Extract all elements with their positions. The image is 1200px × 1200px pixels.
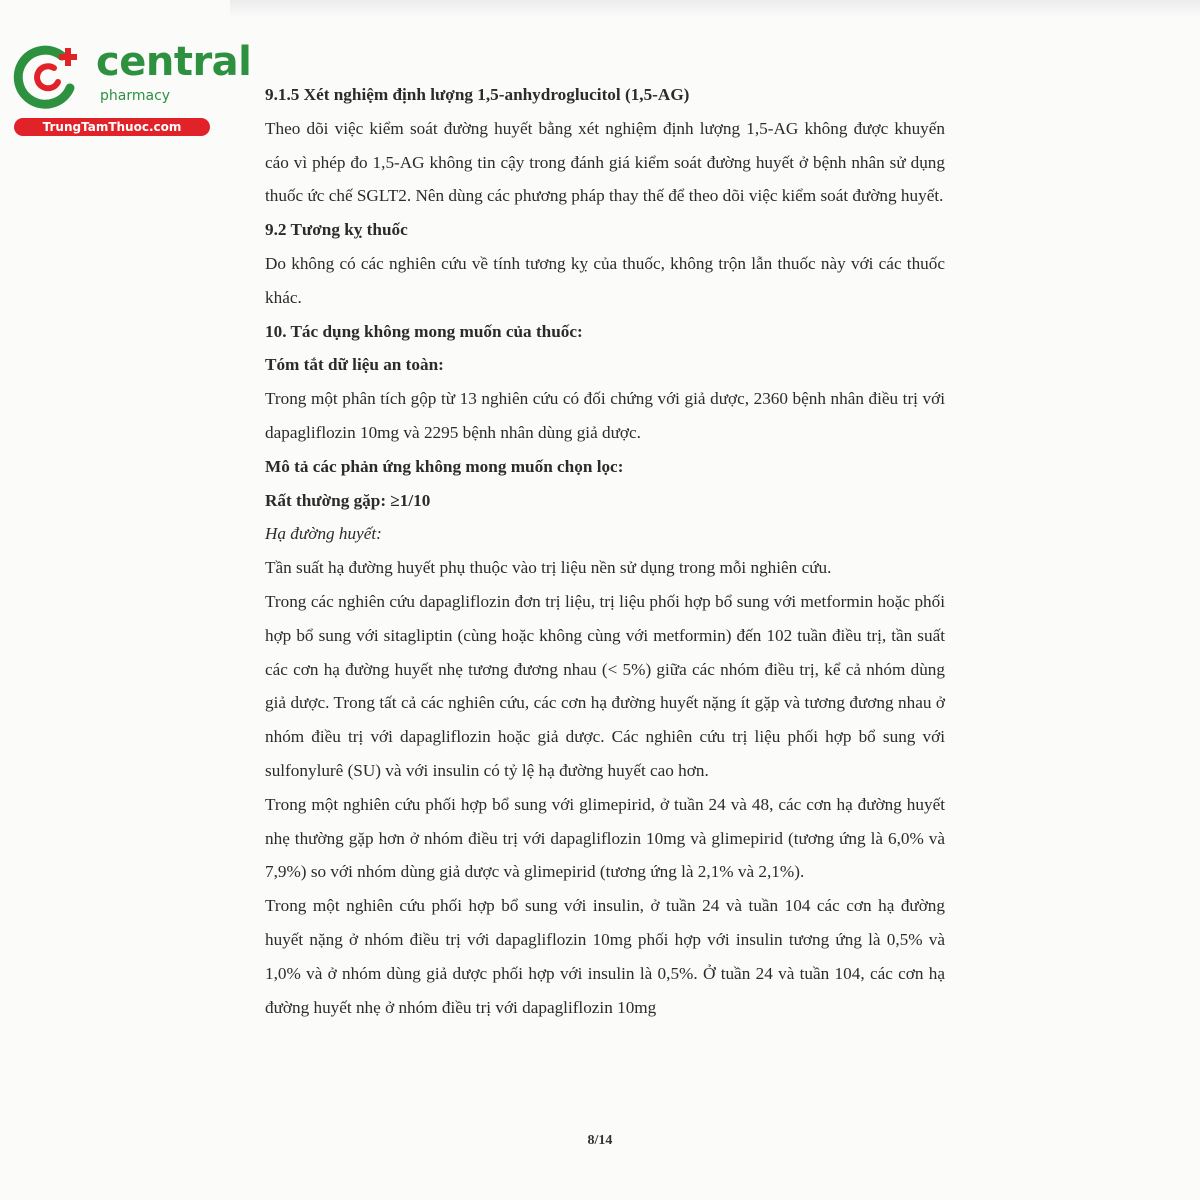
scan-edge (230, 0, 1200, 18)
section-10-title: 10. Tác dụng không mong muốn của thuốc: (265, 321, 583, 341)
central-pharmacy-logo (10, 36, 252, 136)
very-common-heading: Rất thường gặp: ≥1/10 (265, 490, 431, 510)
logo-name: central (96, 39, 252, 85)
section-9-1-5-body: Theo dõi việc kiểm soát đường huyết bằng xét nghiệm định lượng 1,5-AG không được khuyến cáo vì phép đo 1,5-AG không tin cậy trong đánh giá kiểm soát đường huyết ở bệnh nhân sử dụng thuốc ức chế SGLT2. Nên dùng các phương pháp thay thế để theo dõi việc kiểm soát đường huyết. (265, 118, 945, 206)
safety-summary-body: Trong một phân tích gộp từ 13 nghiên cứu có đối chứng với giả dược, 2360 bệnh nhân điều trị với dapagliflozin 10mg và 2295 bệnh nhân dùng giả dược. (265, 389, 945, 442)
paragraph-1: Tần suất hạ đường huyết phụ thuộc vào trị liệu nền sử dụng trong mỗi nghiên cứu. (265, 558, 832, 578)
logo-subtitle: pharmacy (100, 88, 171, 104)
logo-url-badge: TrungTamThuoc.com (14, 118, 210, 136)
hypoglycemia-subtitle: Hạ đường huyết: (265, 524, 382, 544)
adr-description-title: Mô tả các phản ứng không mong muốn chọn lọc: (265, 456, 624, 476)
document-body (265, 78, 945, 1024)
paragraph-3: Trong một nghiên cứu phối hợp bổ sung với glimepirid, ở tuần 24 và 48, các cơn hạ đường huyết nhẹ thường gặp hơn ở nhóm điều trị với dapagliflozin 10mg và glimepirid (tương ứng là 6,0% và 7,9%) so với nhóm dùng giả dược và glimepirid (tương ứng là 2,1% và 2,1%). (265, 794, 945, 882)
section-9-2-title: 9.2 Tương kỵ thuốc (265, 220, 408, 240)
paragraph-2: Trong các nghiên cứu dapagliflozin đơn trị liệu, trị liệu phối hợp bổ sung với metformin hoặc phối hợp bổ sung với sitagliptin (cùng hoặc không cùng với metformin) đến 102 tuần điều trị, tần suất các cơn hạ đường huyết nhẹ tương đương nhau (< 5%) giữa các nhóm điều trị, kể cả nhóm dùng giả dược. Trong tất cả các nghiên cứu, các cơn hạ đường huyết nặng ít gặp và tương đương nhau ở nhóm điều trị với dapagliflozin hoặc giả dược. Các nghiên cứu trị liệu phối hợp bổ sung với sulfonylurê (SU) và với insulin có tỷ lệ hạ đường huyết cao hơn. (265, 591, 945, 780)
pharmacy-cross-icon (10, 36, 90, 116)
section-9-2-body: Do không có các nghiên cứu về tính tương kỵ của thuốc, không trộn lẫn thuốc này với các thuốc khác. (265, 253, 945, 307)
paragraph-4: Trong một nghiên cứu phối hợp bổ sung với insulin, ở tuần 24 và tuần 104 các cơn hạ đường huyết nặng ở nhóm điều trị với dapagliflozin 10mg phối hợp với insulin tương ứng là 0,5% và 1,0% và ở nhóm dùng giả dược phối hợp với insulin là 0,5%. Ở tuần 24 và tuần 104, các cơn hạ đường huyết nhẹ ở nhóm điều trị với dapagliflozin 10mg (265, 896, 945, 1017)
page-number: 8/14 (587, 1133, 613, 1148)
safety-summary-title: Tóm tắt dữ liệu an toàn: (265, 355, 444, 375)
section-9-1-5-title: 9.1.5 Xét nghiệm định lượng 1,5-anhydroglucitol (1,5-AG) (265, 85, 690, 104)
